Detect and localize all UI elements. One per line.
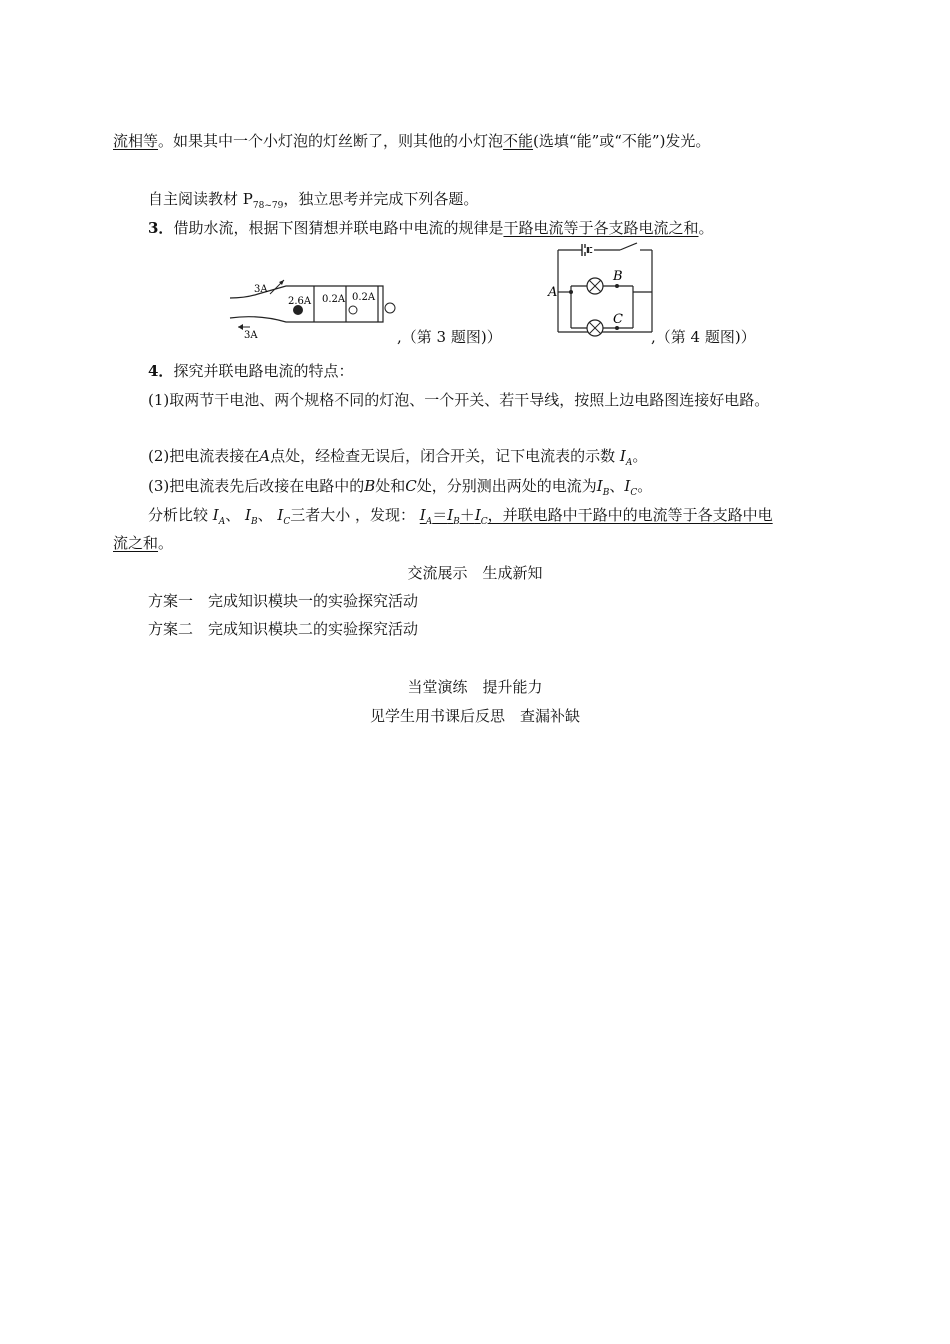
step-2-end: 。 (632, 447, 648, 465)
step-2-text-1: (2)把电流表接在 (148, 447, 260, 465)
plan-1: 方案一 完成知识模块一的实验探究活动 (148, 592, 419, 610)
analysis-answer: $I_A=I_B+I_C$，并联电路中干路中的电流等于各支路中电 (419, 506, 773, 527)
question-4-title: 探究并联电路电流的特点： (173, 362, 354, 380)
current-symbol: I (277, 506, 284, 524)
answer-blank-1: 流相等 (113, 132, 159, 150)
fig3-label-in: 3A (254, 284, 268, 295)
step-3-end: 。 (637, 477, 653, 495)
reading-instruction (148, 189, 478, 216)
separator: 、 (609, 477, 625, 495)
question-4 (148, 361, 353, 381)
fig4-label-c: C (613, 312, 623, 327)
step-2-text-2: 点处，经检查无误后，闭合开关，记下电流表的示数 (270, 447, 616, 465)
sub-a: A (218, 517, 226, 527)
step-2 (148, 446, 647, 473)
fig3-label-branch1: 2.6A (288, 296, 312, 307)
sub-b: B (250, 517, 258, 527)
step-3-text-2: 处和 (375, 477, 406, 495)
line1-text-1: 。如果其中一个小灯泡的灯丝断了，则其他的小灯泡 (158, 132, 504, 150)
current-symbol: I (212, 506, 219, 524)
figure-3-water-flow (228, 272, 408, 342)
current-symbol: I (596, 477, 603, 495)
reading-text-1: 自主阅读教材 P (148, 190, 253, 208)
point-c: C (405, 477, 417, 495)
question-3-number: 3． (148, 219, 174, 237)
step-3-text-1: (3)把电流表先后改接在电路中的 (148, 477, 365, 495)
fig4-label-a: A (548, 285, 558, 300)
section-heading-review: 见学生用书课后反思 查漏补缺 (369, 707, 580, 725)
current-symbol: I (624, 477, 631, 495)
sub-c: C (283, 517, 291, 527)
reading-text-2: ，独立思考并完成下列各题。 (283, 190, 479, 208)
answer-blank-2: 不能 (503, 132, 534, 150)
analysis-end: 。 (158, 534, 174, 552)
figure-4-caption: ,（第 4 题图)） (651, 328, 756, 346)
step-1: (1)取两节干电池、两个规格不同的灯泡、一个开关、若干导线，按照上边电路图连接好电路。 (148, 391, 770, 409)
analysis-answer-cont: 流之和 (113, 534, 159, 552)
text-line-1 (113, 131, 710, 151)
question-3-end: 。 (698, 219, 714, 237)
figure-3-caption: ,（第 3 题图)） (397, 328, 502, 346)
analysis-text-2: 三者大小 ，发现： (290, 506, 415, 524)
page-range: 78~79 (252, 201, 284, 211)
analysis-text-1: 分析比较 (148, 506, 209, 524)
question-4-number: 4． (148, 362, 174, 380)
point-b: B (364, 477, 376, 495)
point-a: A (259, 447, 271, 465)
fig3-label-out: 3A (244, 330, 258, 341)
figure-4-circuit (545, 240, 660, 340)
current-symbol: I (619, 447, 626, 465)
separator: 、 (257, 506, 273, 524)
line1-text-2: (选填“能”或“不能”)发光。 (533, 132, 711, 150)
step-3 (148, 476, 652, 503)
section-heading-exchange: 交流展示 生成新知 (407, 564, 543, 582)
step-3-text-3: 处，分别测出两处的电流为 (416, 477, 597, 495)
analysis-line (148, 505, 773, 532)
current-symbol: I (245, 506, 251, 524)
section-heading-practice: 当堂演练 提升能力 (407, 678, 543, 696)
analysis-line-2 (113, 533, 173, 553)
current-sub-b: B (602, 488, 610, 498)
current-sub-c: C (630, 488, 638, 498)
current-sub-a: A (625, 458, 633, 468)
fig3-label-branch2: 0.2A (322, 294, 346, 305)
fig4-label-b: B (613, 269, 623, 284)
plan-2: 方案二 完成知识模块二的实验探究活动 (148, 620, 419, 638)
question-3-answer: 干路电流等于各支路电流之和 (503, 219, 699, 237)
fig3-label-branch3: 0.2A (352, 292, 376, 303)
separator: 、 (225, 506, 241, 524)
question-3-text: 借助水流，根据下图猜想并联电路中电流的规律是 (173, 219, 504, 237)
question-3 (148, 218, 713, 238)
